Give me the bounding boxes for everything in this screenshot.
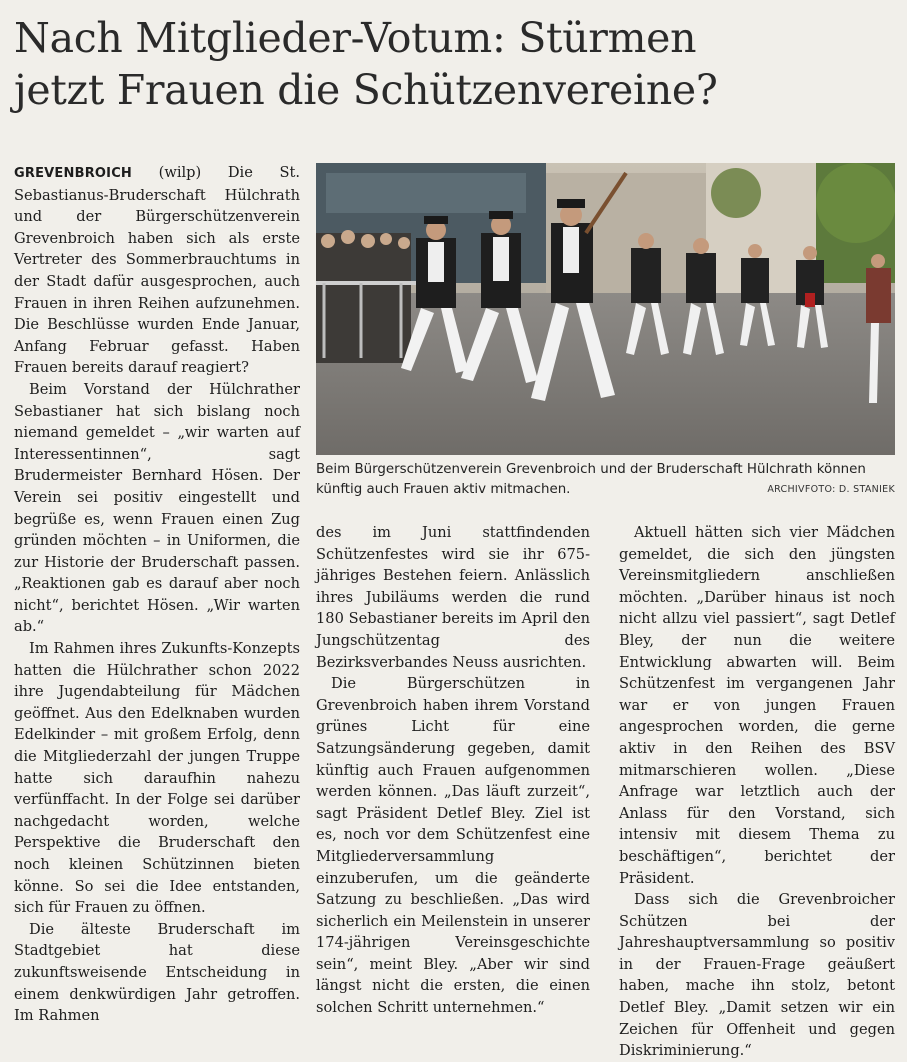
paragraph: Die Bürgerschützen in Grevenbroich haben ihrem Vorstand grünes Licht für eine Satzungsänderung gegeben, damit künftig auch Frauen aufgenommen werden können. „Das läuft zurzeit“, sagt Präsident Detlef Bley. Ziel ist es, noch vor dem Schützenfest eine Mitgliederversammlung einzuberufen, um die geänderte Satzung zu beschließen. „Das wird sicherlich ein Meilenstein in unserer 174-jährigen Vereinsgeschichte sein“, meint Bley. „Aber wir sind längst nicht die ersten, die einen solchen Schritt unternehmen.“ [316,675,590,1017]
paragraph: Im Rahmen ihres Zukunfts-Konzepts hatten die Hülchrather schon 2022 ihre Jugendabteilung für Mädchen geöffnet. Aus den Edelknaben wurden Edelkinder – mit großem Erfolg, denn die Mitgliederzahl der jungen Truppe hatte sich daraufhin nahezu verfünffacht. In der Folge sei darüber nachgedacht worden, welche Perspektive die Bruderschaft den noch kleinen Schützinnen bieten könne. So sei die Idee entstanden, sich für Frauen zu öffnen. [14,640,300,917]
paragraph [14,162,300,379]
article-column-2 [316,522,590,1019]
paragraph: Dass sich die Grevenbroicher Schützen bei der Jahreshauptversammlung so positiv in der Frauen-Frage geäußert haben, mache ihn stolz, betont Detlef Bley. „Damit setzen wir ein Zeichen für Offenheit und gegen Diskriminierung.“ [619,891,895,1060]
parade-photo-image [316,163,895,455]
caption-text: Beim Bürgerschützenverein Grevenbroich und der Bruderschaft Hülchrath können künftig auch Frauen aktiv mitmachen. [316,462,866,497]
parade-photo [316,163,895,455]
article-headline [14,12,894,116]
dateline: GREVENBROICH [14,166,133,181]
paragraph-text: (wilp) Die St. Sebastianus-Bruderschaft Hülchrath und der Bürgerschützenverein Grevenbroich haben sich als erste Vertreter des Sommerbrauchtums in der Stadt dafür ausgesprochen, auch Frauen in ihren Reihen aufzunehmen. Die Beschlüsse wurden Ende Januar, Anfang Februar gefasst. Haben Frauen bereits darauf reagiert? [14,164,300,377]
paragraph: Beim Vorstand der Hülchrather Sebastianer hat sich bislang noch niemand gemeldet – „wir warten auf Interessentinnen“, sagt Brudermeister Bernhard Hösen. Der Verein sei positiv eingestellt und begrüße es, wenn Frauen einen Zug gründen möchten – in Uniformen, die zur Historie der Bruderschaft passen. „Reaktionen gab es darauf aber noch nicht“, berichtet Hösen. „Wir warten ab.“ [14,380,300,636]
headline-line-1: Nach Mitglieder-Votum: Stürmen [14,14,697,62]
paragraph: Aktuell hätten sich vier Mädchen gemeldet, die sich den jüngsten Vereinsmitgliedern anschließen möchten. „Darüber hinaus ist noch nicht allzu viel passiert“, sagt Detlef Bley, der nun die weitere Entwicklung abwarten will. Beim Schützenfest im vergangenen Jahr war er von jungen Frauen angesprochen worden, die gerne aktiv in den Reihen des BSV mitmarschieren wollen. „Diese Anfrage war letztlich auch der Anlass für den Vorstand, sich intensiv mit diesem Thema zu beschäftigen“, berichtet der Präsident. [619,524,895,887]
paragraph: des im Juni stattfindenden Schützenfestes wird sie ihr 675-jähriges Bestehen feiern. Anlässlich ihres Jubiläums werden die rund 180 Sebastianer bereits im April den Jungschützentag des Bezirksverbandes Neuss ausrichten. [316,524,590,671]
article-column-3 [619,522,895,1062]
photo-caption [316,460,895,500]
paragraph: Die älteste Bruderschaft im Stadtgebiet hat diese zukunftsweisende Entscheidung in einem denkwürdigen Jahr getroffen. Im Rahmen [14,920,300,1025]
headline-line-2: jetzt Frauen die Schützenvereine? [14,66,718,114]
article-column-1 [14,162,300,1027]
photo-credit: ARCHIVFOTO: D. STANIEK [767,484,895,495]
